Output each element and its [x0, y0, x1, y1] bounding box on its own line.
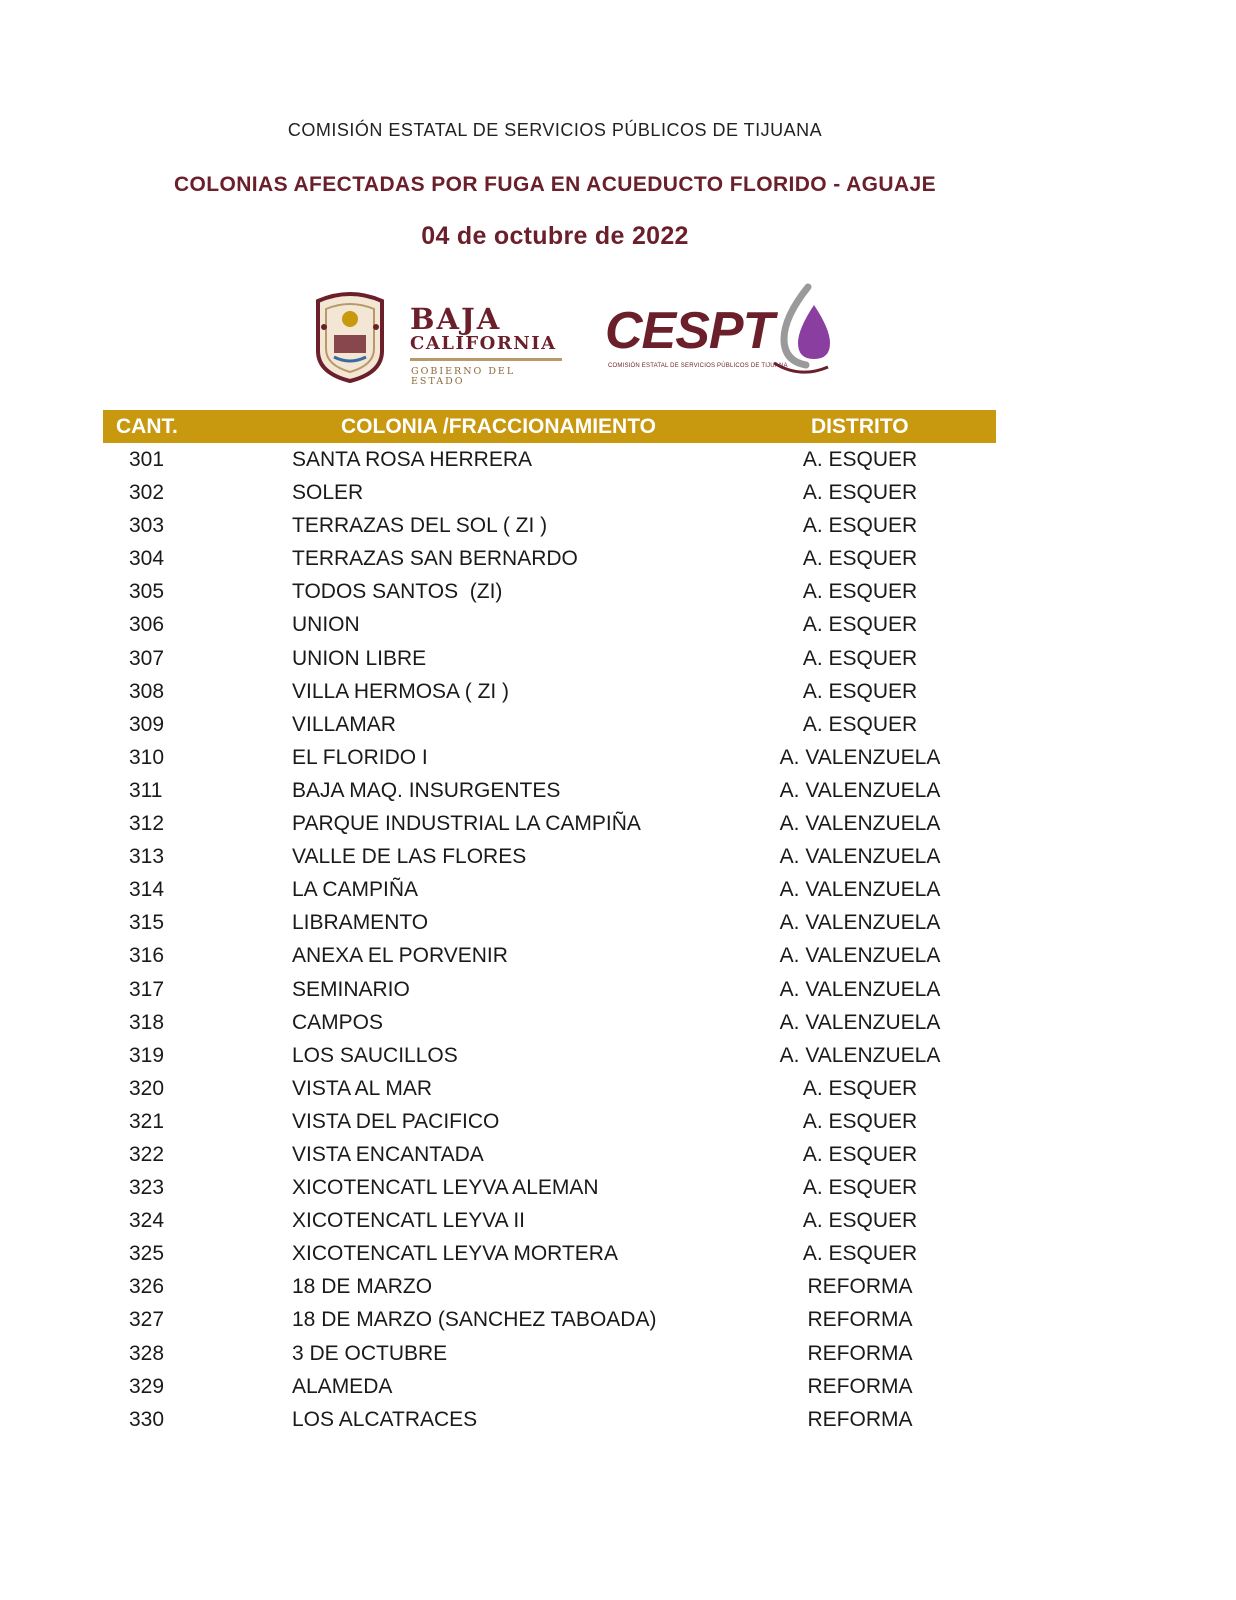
cell-cant: 328: [129, 1341, 165, 1365]
cell-cant: 314: [129, 878, 165, 902]
cell-cant: 329: [129, 1374, 165, 1398]
cell-distrito: A. ESQUER: [802, 1209, 918, 1233]
cell-distrito: REFORMA: [807, 1407, 913, 1431]
table-row: [103, 642, 996, 675]
cell-distrito: A. ESQUER: [802, 1076, 918, 1100]
table-row: [103, 509, 996, 542]
header-cant: CANT.: [116, 415, 178, 438]
cell-colonia: SEMINARIO: [292, 977, 410, 1001]
cell-distrito: A. VALENZUELA: [779, 778, 941, 802]
document-date: 04 de octubre de 2022: [421, 222, 689, 250]
state-shield-icon: [314, 291, 386, 383]
cell-cant: 301: [129, 448, 165, 471]
cell-distrito: REFORMA: [807, 1341, 913, 1365]
cell-cant: 326: [129, 1275, 165, 1299]
cell-distrito: A. VALENZUELA: [779, 911, 941, 935]
cell-distrito: A. ESQUER: [802, 514, 918, 538]
table-row: [103, 542, 996, 575]
table-row: [103, 608, 996, 641]
cell-cant: 323: [129, 1176, 165, 1200]
header-colonia: COLONIA /FRACCIONAMIENTO: [341, 415, 656, 438]
cell-cant: 313: [129, 845, 165, 869]
cell-colonia: XICOTENCATL LEYVA II: [292, 1209, 526, 1233]
table-row: [103, 1105, 996, 1138]
cell-cant: 311: [129, 778, 163, 802]
cell-colonia: 18 DE MARZO (SANCHEZ TABOADA): [292, 1308, 657, 1332]
cell-colonia: VALLE DE LAS FLORES: [292, 845, 527, 869]
cell-cant: 322: [129, 1142, 165, 1166]
cell-colonia: SOLER: [292, 481, 364, 505]
table-row: [103, 575, 996, 608]
cell-colonia: VISTA ENCANTADA: [292, 1142, 484, 1166]
baja-california-logo: [314, 291, 564, 386]
cell-colonia: LOS ALCATRACES: [292, 1407, 478, 1431]
cell-colonia: BAJA MAQ. INSURGENTES: [292, 778, 561, 802]
cell-cant: 315: [129, 911, 165, 935]
cell-distrito: A. ESQUER: [802, 1176, 918, 1200]
cell-colonia: 18 DE MARZO: [292, 1275, 433, 1299]
cell-distrito: A. VALENZUELA: [779, 977, 941, 1001]
table-row: [103, 1303, 996, 1336]
cell-distrito: A. ESQUER: [802, 481, 918, 505]
cell-cant: 309: [129, 712, 165, 736]
cell-distrito: REFORMA: [807, 1374, 913, 1398]
table-row: [103, 1370, 996, 1403]
table-row: [103, 1138, 996, 1171]
cell-distrito: A. ESQUER: [802, 1242, 918, 1266]
cell-colonia: LA CAMPIÑA: [292, 878, 419, 902]
cespt-subtitle: COMISIÓN ESTATAL DE SERVICIOS PÚBLICOS DE TIJUANA: [608, 363, 788, 369]
cell-colonia: XICOTENCATL LEYVA MORTERA: [292, 1242, 618, 1266]
cell-colonia: VILLA HERMOSA ( ZI ): [292, 679, 510, 703]
cell-distrito: A. VALENZUELA: [779, 944, 941, 968]
header-distrito: DISTRITO: [811, 415, 909, 438]
cell-colonia: ALAMEDA: [292, 1374, 393, 1398]
cell-distrito: A. ESQUER: [802, 646, 918, 670]
cell-cant: 316: [129, 944, 165, 968]
cell-cant: 305: [129, 580, 165, 604]
table-row: [103, 1337, 996, 1370]
cell-cant: 307: [129, 646, 165, 670]
cell-colonia: 3 DE OCTUBRE: [292, 1341, 448, 1365]
cell-cant: 325: [129, 1242, 165, 1266]
cell-distrito: A. VALENZUELA: [779, 1010, 941, 1034]
table-row: [103, 774, 996, 807]
cell-colonia: TERRAZAS DEL SOL ( ZI ): [292, 514, 548, 538]
bc-divider: [410, 358, 562, 361]
cell-colonia: VISTA AL MAR: [292, 1076, 433, 1100]
bc-government-label: GOBIERNO DEL ESTADO: [411, 366, 516, 387]
cespt-wordmark: CESPT: [605, 302, 774, 360]
cell-colonia: LOS SAUCILLOS: [292, 1043, 458, 1067]
cell-cant: 304: [129, 547, 165, 571]
organization-title: COMISIÓN ESTATAL DE SERVICIOS PÚBLICOS DE TIJUANA: [287, 120, 823, 140]
cell-distrito: A. VALENZUELA: [779, 745, 941, 769]
water-drop-icon: [770, 283, 845, 378]
cell-colonia: UNION: [292, 613, 360, 637]
cell-distrito: REFORMA: [807, 1308, 913, 1332]
cell-distrito: A. ESQUER: [802, 613, 918, 637]
cell-colonia: UNION LIBRE: [292, 646, 427, 670]
cell-distrito: A. ESQUER: [802, 1109, 918, 1133]
cell-colonia: TODOS SANTOS (ZI): [292, 580, 503, 604]
table-row: [103, 476, 996, 509]
cell-colonia: CAMPOS: [292, 1010, 384, 1034]
bc-name-line2: CALIFORNIA: [410, 333, 557, 354]
table-row: [103, 840, 996, 873]
logo-strip: [300, 283, 860, 393]
table-row: [103, 973, 996, 1006]
cell-distrito: A. ESQUER: [802, 580, 918, 604]
cell-colonia: SANTA ROSA HERRERA: [292, 448, 533, 471]
cell-cant: 310: [129, 745, 165, 769]
cell-cant: 302: [129, 481, 165, 505]
cell-cant: 317: [129, 977, 165, 1001]
cell-distrito: A. VALENZUELA: [779, 812, 941, 836]
cell-cant: 330: [129, 1407, 165, 1431]
cell-distrito: A. VALENZUELA: [779, 878, 941, 902]
cell-colonia: ANEXA EL PORVENIR: [292, 944, 508, 968]
table-row: [103, 1237, 996, 1270]
cell-cant: 308: [129, 679, 165, 703]
cell-cant: 321: [129, 1109, 165, 1133]
cell-cant: 327: [129, 1308, 165, 1332]
cell-distrito: A. ESQUER: [802, 448, 918, 471]
cell-cant: 306: [129, 613, 165, 637]
table-body: [103, 443, 996, 1436]
bc-name-line1: BAJA: [410, 302, 502, 336]
cell-distrito: REFORMA: [807, 1275, 913, 1299]
cell-distrito: A. VALENZUELA: [779, 845, 941, 869]
table-row: [103, 1072, 996, 1105]
cell-cant: 319: [129, 1043, 165, 1067]
table-row: [103, 443, 996, 476]
table-row: [103, 873, 996, 906]
table-row: [103, 1403, 996, 1436]
table-row: [103, 1039, 996, 1072]
cell-colonia: TERRAZAS SAN BERNARDO: [292, 547, 578, 571]
table-row: [103, 1204, 996, 1237]
table-row: [103, 1006, 996, 1039]
cell-colonia: LIBRAMENTO: [292, 911, 429, 935]
table-row: [103, 708, 996, 741]
cell-colonia: PARQUE INDUSTRIAL LA CAMPIÑA: [292, 812, 641, 836]
cell-colonia: VISTA DEL PACIFICO: [292, 1109, 500, 1133]
cell-cant: 303: [129, 514, 165, 538]
table-header: [103, 410, 996, 443]
table-row: [103, 741, 996, 774]
table-row: [103, 906, 996, 939]
affected-colonies-table: [103, 410, 996, 1436]
table-row: [103, 939, 996, 972]
cell-cant: 324: [129, 1209, 165, 1233]
cell-colonia: XICOTENCATL LEYVA ALEMAN: [292, 1176, 599, 1200]
cell-distrito: A. ESQUER: [802, 679, 918, 703]
table-row: [103, 807, 996, 840]
cell-distrito: A. VALENZUELA: [779, 1043, 941, 1067]
cell-cant: 320: [129, 1076, 165, 1100]
cell-distrito: A. ESQUER: [802, 547, 918, 571]
document-title: COLONIAS AFECTADAS POR FUGA EN ACUEDUCTO FLORIDO - AGUAJE: [173, 173, 937, 196]
table-row: [103, 1171, 996, 1204]
cespt-logo: [605, 283, 845, 383]
cell-colonia: VILLAMAR: [292, 712, 396, 736]
cell-distrito: A. ESQUER: [802, 1142, 918, 1166]
table-row: [103, 1270, 996, 1303]
cell-colonia: EL FLORIDO I: [292, 745, 428, 769]
cell-cant: 318: [129, 1010, 165, 1034]
cell-distrito: A. ESQUER: [802, 712, 918, 736]
table-row: [103, 675, 996, 708]
cell-cant: 312: [129, 812, 165, 836]
